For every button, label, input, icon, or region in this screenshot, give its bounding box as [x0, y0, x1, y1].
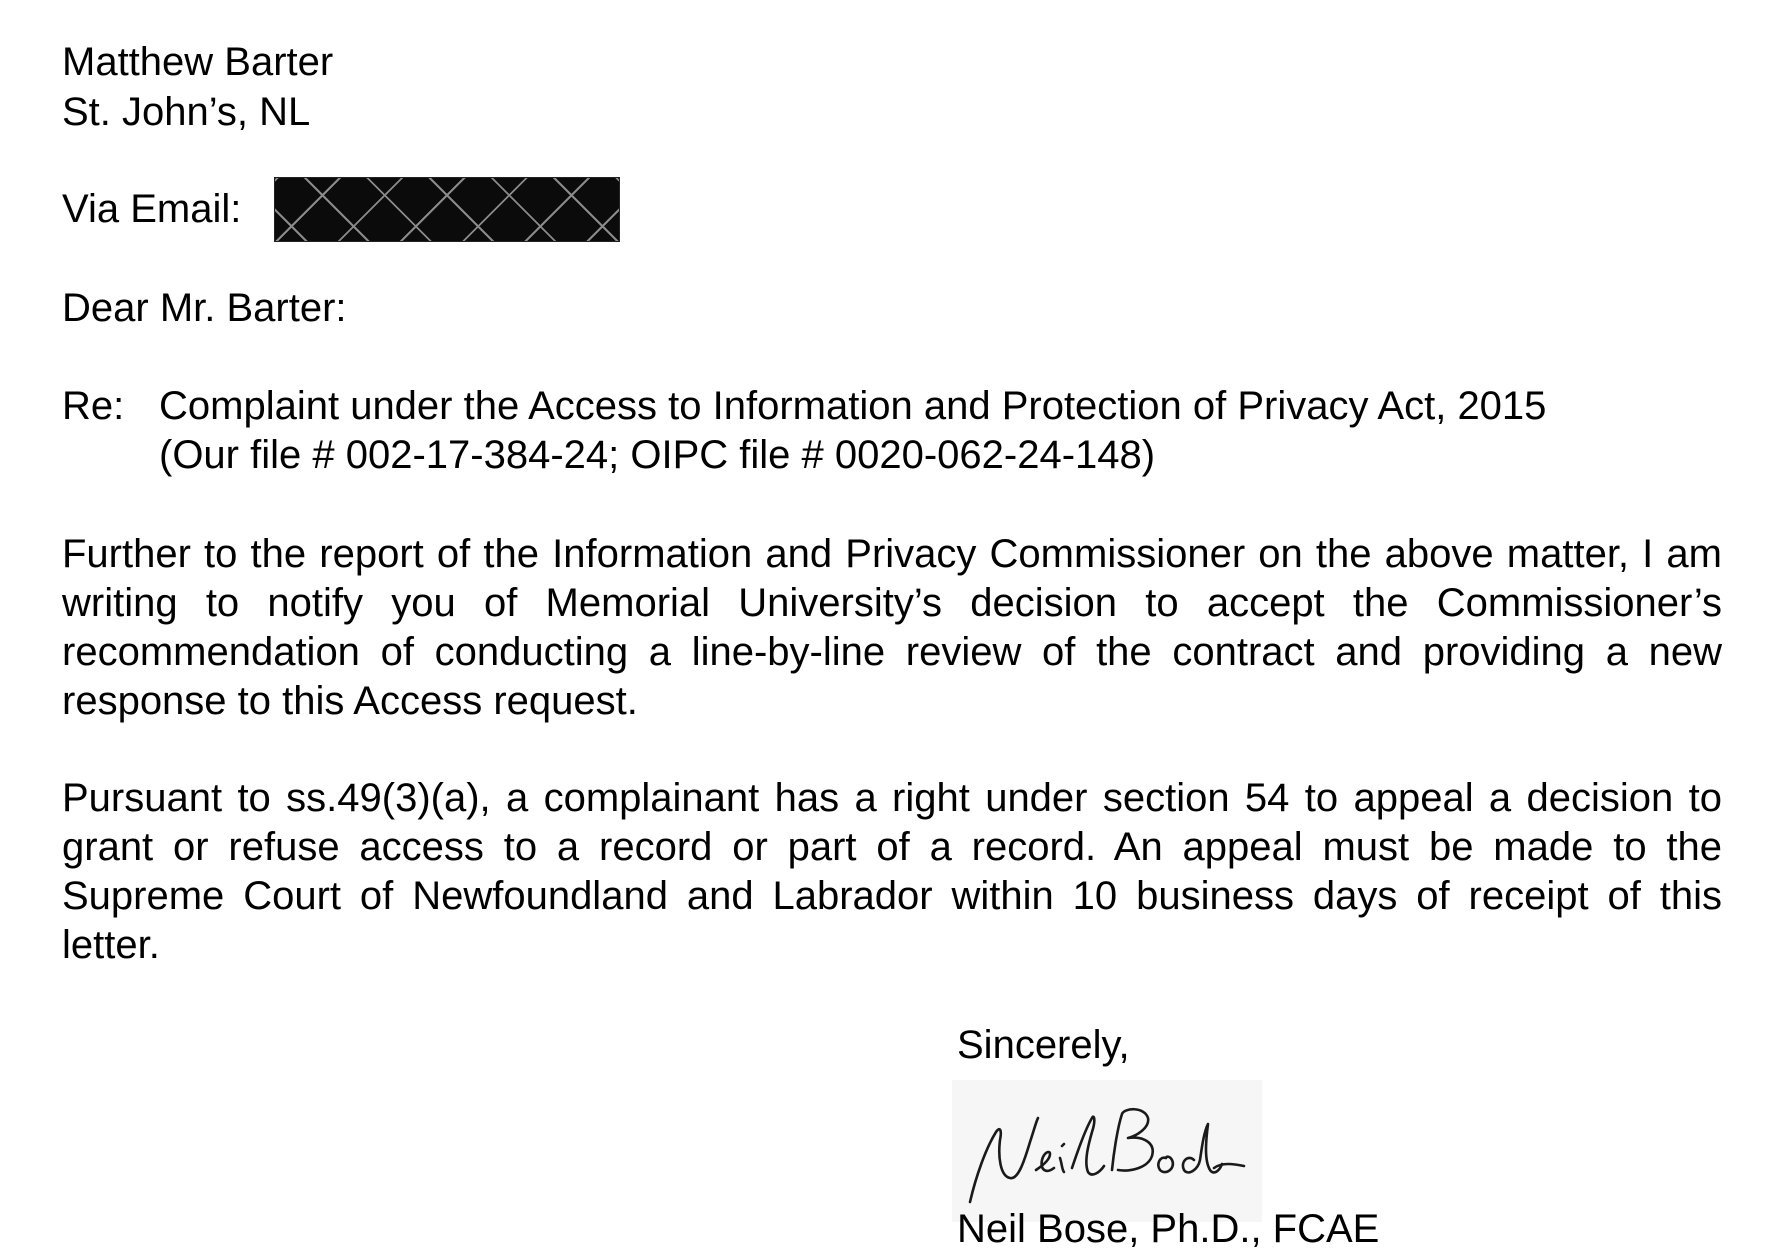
recipient-name: Matthew Barter [62, 40, 334, 84]
salutation: Dear Mr. Barter: [62, 286, 347, 330]
body-paragraph-1: Further to the report of the Information and Privacy Commissioner on the above matter, I am writing to notify you of Memorial University’s decision to accept the Commissioner’s recommendation of conducting a line-by-line review of the contract and providing a new response to this Access request. [62, 532, 1722, 723]
subject-line-2: (Our file # 002-17-384-24; OIPC file # 0020-062-24-148) [159, 433, 1156, 477]
body-paragraph-2: Pursuant to ss.49(3)(a), a complainant has a right under section 54 to appeal a decision to grant or refuse access to a record or part of a record. An appeal must be made to the Supreme Court of Newfoundland and Labrador within 10 business days of receipt of this letter. [62, 776, 1722, 967]
signatory-name-cut-off [957, 1205, 1380, 1251]
closing: Sincerely, [957, 1023, 1130, 1067]
via-email-label: Via Email: [62, 187, 242, 231]
handwritten-signature [952, 1080, 1262, 1222]
redacted-email-block [274, 177, 620, 242]
signatory-name-text: Neil Bose, Ph.D., FCAE [957, 1207, 1380, 1251]
recipient-city: St. John’s, NL [62, 90, 311, 134]
subject-label: Re: [62, 384, 125, 428]
subject-line-1: Complaint under the Access to Information and Protection of Privacy Act, 2015 [159, 384, 1547, 428]
